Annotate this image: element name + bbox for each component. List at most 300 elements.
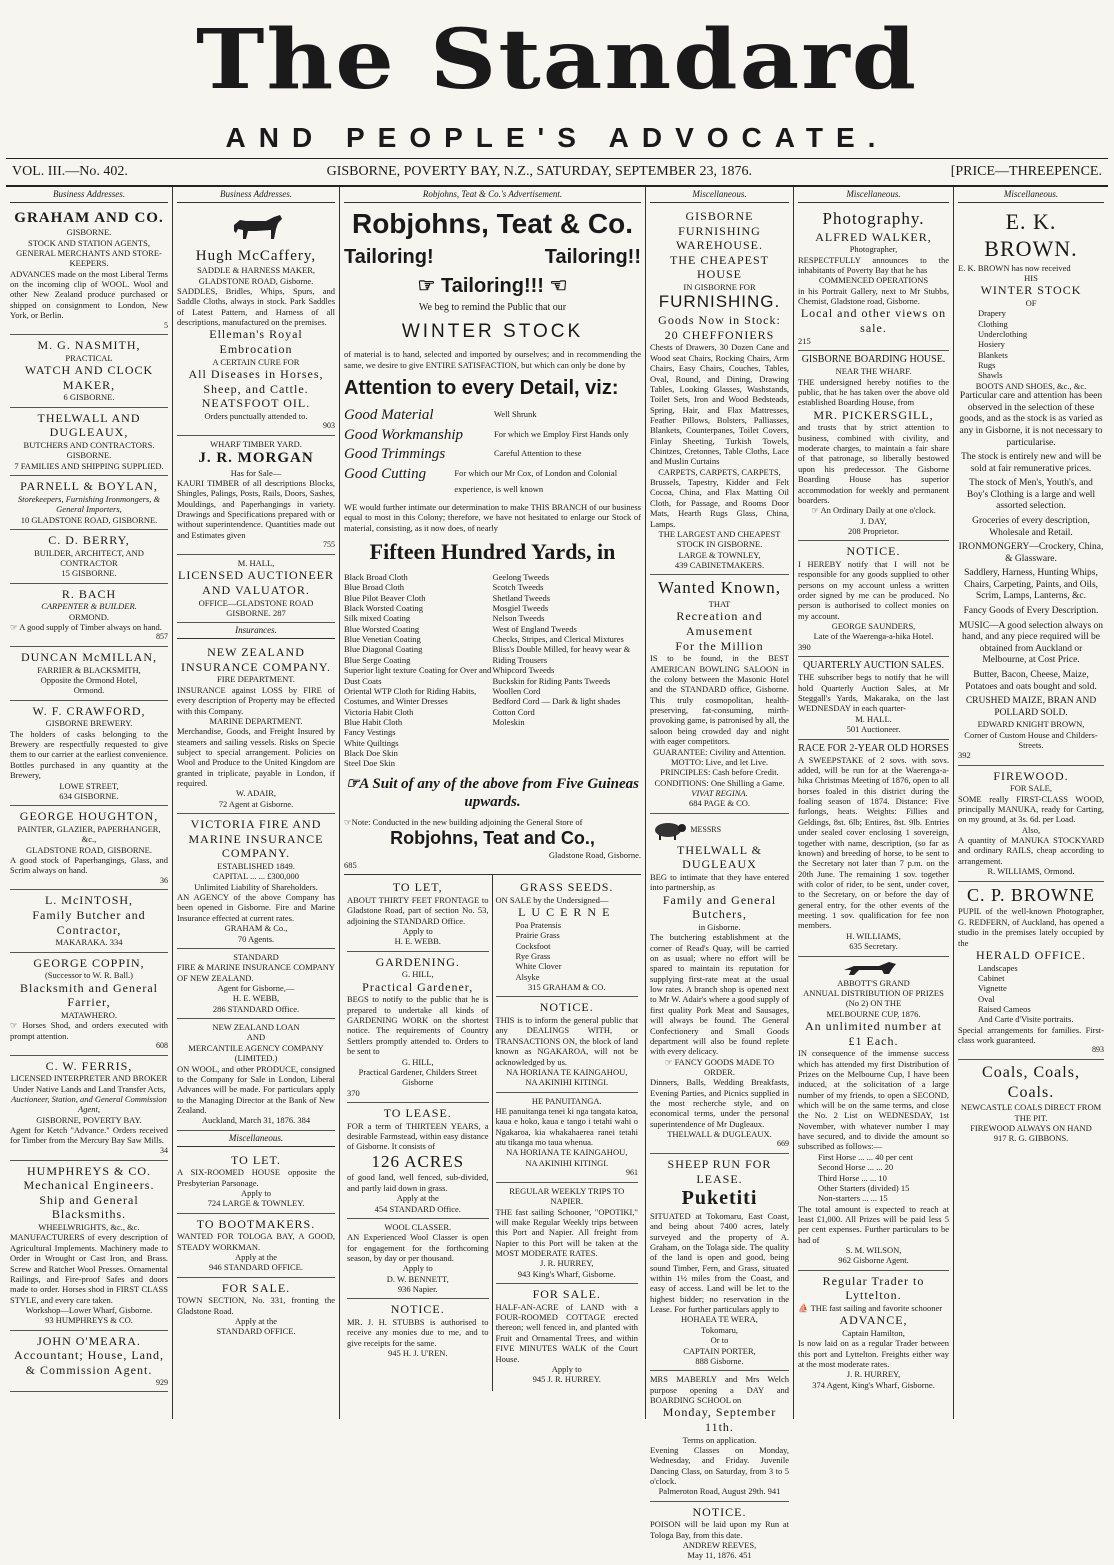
ad-title: GEORGE COPPIN, bbox=[33, 955, 145, 970]
quality-note: Well Shrunk bbox=[494, 409, 537, 420]
ad-number: 943 bbox=[517, 1268, 531, 1279]
ad-signature: Practical Gardener, Childers Street Gisborne bbox=[358, 1066, 477, 1088]
ad-graham bbox=[10, 206, 168, 335]
ad-number: 724 bbox=[207, 1198, 221, 1209]
ad-title: ABBOTT'S GRAND bbox=[837, 977, 910, 988]
ad-line: BUILDER, ARCHITECT, AND CONTRACTOR bbox=[34, 547, 144, 568]
winter-stock-heading: WINTER STOCK bbox=[401, 321, 584, 343]
prize-item: Other Starters (divided) 15 bbox=[818, 1182, 910, 1193]
ad-morgan bbox=[177, 436, 335, 555]
ad-melbourne-cup bbox=[798, 957, 949, 1271]
ad-line: May 11, 1876. bbox=[687, 1550, 737, 1561]
ad-title: TO LEASE. bbox=[383, 1105, 452, 1120]
ad-body: NEWCASTLE COALS DIRECT FROM THE PIT. bbox=[960, 1102, 1102, 1123]
ad-body: The stock is entirely new and will be sold at fair remunerative prices. bbox=[960, 452, 1102, 474]
ad-body: HALF-AN-ACRE of LAND with a FOUR-ROOMED COTTAGE erected thereon; well fenced in, and planted with Fruit and Ornamental Trees, and within FIVE MINUTES WALK of the Court House. bbox=[495, 1301, 638, 1364]
ad-signature: CABINETMAKERS. bbox=[689, 559, 765, 570]
ad-line: Ship and General Blacksmiths. bbox=[39, 1192, 139, 1222]
ad-title: E. K. BROWN. bbox=[984, 208, 1078, 261]
ad-body: POISON will be laid upon my Run at Tologa Bay, from this date. bbox=[650, 1519, 789, 1540]
ad-standard-insurance bbox=[177, 949, 335, 1019]
stock-item: Hosiery bbox=[978, 339, 1005, 350]
ad-line: GUARANTEE: Civility and Attention. bbox=[653, 746, 786, 757]
stock-item: Blankets bbox=[978, 349, 1008, 360]
ad-signature: STANDARD OFFICE. bbox=[216, 1326, 296, 1337]
robjohns-title: Robjohns, Teat & Co. bbox=[351, 207, 634, 239]
ad-body: Particular care and attention has been observed in the selection of these goods, and as the stock is as varied as any in Gisborne, it is not necessary to particularise. bbox=[959, 391, 1103, 448]
ad-line: ALFRED WALKER, bbox=[815, 229, 932, 244]
ad-nz-insurance bbox=[177, 642, 335, 814]
ad-number: 286 bbox=[212, 1003, 226, 1014]
ad-body: MANUFACTURERS of every description of Agricultural Implements. Machinery made to Order in Wrought or Cast Iron, and Brass. Screw and Ratchet Wool Presses. Ornamental Railings, and Fire-proof Safes and doors made to order. Horses shod in FIRST CLASS STYLE, and every care taken. bbox=[10, 1232, 168, 1305]
ad-line: LICENSED INTERPRETER AND BROKER bbox=[10, 1073, 168, 1084]
quality-label: Good Material bbox=[344, 407, 434, 424]
cloth-item: Black Worsted Coating bbox=[344, 602, 423, 613]
ad-body: SADDLES, Bridles, Whips, Spurs, and Saddle Cloths, always in stock. Park Saddles of Latest Pattern, and Harness of all descriptions, manufactured on the premises. bbox=[177, 285, 335, 328]
quality-label: Good Trimmings bbox=[344, 446, 446, 463]
ad-title: C. W. FERRIS, bbox=[45, 1058, 133, 1073]
horse-icon bbox=[226, 211, 286, 245]
grass-item: Poa Pratensis bbox=[515, 919, 562, 930]
ad-number: 36 bbox=[160, 875, 168, 885]
ad-title: REGULAR WEEKLY TRIPS TO NAPIER. bbox=[509, 1185, 625, 1207]
tailoring-line-2 bbox=[344, 274, 641, 298]
ad-line: Captain Hamilton, bbox=[842, 1327, 905, 1338]
ad-body: E. K. BROWN has now received bbox=[958, 262, 1071, 273]
ad-number: 941 bbox=[767, 1486, 781, 1497]
ad-humphreys bbox=[10, 1161, 168, 1331]
ad-body: Horses Shod, and orders executed with prompt attention. bbox=[10, 1020, 169, 1041]
ad-body: The stock of Men's, Youth's, and Boy's Clothing is a large and well assorted selection. bbox=[966, 478, 1096, 512]
ad-body: THIS is to inform the general public that any DEALINGS WITH, or TRANSACTIONS ON, the block of land known as NGAKAROA, will not be acknowledged by us. bbox=[495, 1015, 638, 1067]
ad-line: Mechanical Engineers. bbox=[23, 1178, 155, 1193]
quality-note: For which our Mr Cox, of London and Colonial experience, is well known bbox=[454, 467, 618, 495]
ad-line: GLADSTONE ROAD, Gisborne. bbox=[198, 275, 314, 286]
ad-body: Saddlery, Harness, Hunting Whips, Chairs, Carpeting, Paints, and Oils, Scrim, Lamps, Lanterns, &c. bbox=[963, 568, 1099, 602]
column-4 bbox=[646, 187, 794, 1561]
ad-line: MARINE DEPARTMENT. bbox=[209, 715, 303, 726]
ad-body: of good land, well fenced, sub-divided, and partly laid down in grass. bbox=[347, 1172, 489, 1193]
ad-title: WOOL CLASSER. bbox=[384, 1221, 452, 1232]
photo-item: And Carte d'Visite portraits. bbox=[978, 1014, 1074, 1025]
ad-signature: Late of the Waerenga-a-hika Hotel. bbox=[813, 631, 934, 642]
grass-item: Cocksfoot bbox=[515, 940, 551, 951]
ship-icon: ⛵ bbox=[798, 1303, 809, 1313]
ad-line: GISBORNE. bbox=[66, 227, 112, 238]
ad-body: THE fast sailing and favorite schooner bbox=[810, 1303, 943, 1313]
ad-line: Apply to bbox=[241, 1187, 271, 1198]
ad-body: Agent for Ketch "Advance." Orders received for Timber from the Mercury Bay Saw Mills. bbox=[10, 1125, 168, 1146]
grass-item: White Clover bbox=[515, 961, 562, 972]
suit-price-line bbox=[344, 775, 641, 812]
ad-number: 451 bbox=[738, 1550, 752, 1561]
quality-row bbox=[344, 426, 641, 446]
ad-hall bbox=[177, 555, 335, 623]
cloth-item: Checks, Stripes, and Clerical Mixtures bbox=[492, 634, 624, 645]
ad-body: HE panuitanga tenei ki nga tangata katoa, kaua e hoko, kaua e tango i tetahi wahi o Ngakaroa, kia whakahaerea ranei tetahi atu tikanga mo taua whenua. bbox=[495, 1105, 638, 1148]
ad-line: STOCK AND STATION AGENTS, bbox=[28, 237, 150, 248]
ad-body: IRONMONGERY—Crockery, China, & Glassware. bbox=[958, 542, 1104, 564]
ad-signature: W. ADAIR, bbox=[235, 788, 277, 799]
stock-item: Rugs bbox=[978, 360, 996, 371]
ad-signature: PAGE & CO. bbox=[703, 798, 751, 809]
stock-item: Shawls bbox=[978, 370, 1003, 381]
ad-signature: Secretary. bbox=[864, 941, 898, 952]
ad-line: Also, bbox=[1021, 824, 1041, 835]
ad-number: 10 bbox=[20, 514, 30, 525]
cloth-item: Scotch Tweeds bbox=[492, 582, 544, 593]
ad-line: A CERTAIN CURE FOR bbox=[212, 356, 300, 367]
note-text: Note: Conducted in the new building adjoining the General Store of bbox=[351, 817, 583, 828]
masthead-title: The Standard bbox=[195, 10, 919, 108]
ad-body: of material is to hand, selected and imported by ourselves; and in recommending the same, we desire to give ENTIRE SATISFACTION, but which can only be done by bbox=[344, 349, 641, 370]
cloth-item: Oriental WTP Cloth for Riding Habits, Costumes, and Winter Dresses bbox=[344, 685, 477, 707]
quality-row bbox=[344, 465, 641, 498]
cloth-item: Blue Pilot Beaver Cloth bbox=[344, 592, 426, 603]
ad-line: GISBORNE. bbox=[66, 450, 112, 461]
ad-race bbox=[798, 740, 949, 957]
ad-body: MR. J. H. STUBBS is authorised to receive any monies due to me, and to give receipts for the same. bbox=[347, 1317, 489, 1348]
ad-title: Wanted Known, bbox=[657, 578, 782, 598]
ad-body: THE fast sailing Schooner, "OPOTIKI," will make Regular Weekly trips between this Port and Napier. All freight from Napier to this Port will be taken at the MOST MODERATE RATES. bbox=[495, 1206, 638, 1259]
cloth-item: Blue Diagonal Coating bbox=[344, 644, 423, 655]
ad-number: 215 bbox=[798, 335, 811, 346]
ad-line: Auctioneer, Station, and General Commission Agent, bbox=[11, 1094, 167, 1115]
ad-title: NOTICE. bbox=[390, 1302, 445, 1317]
ad-line: Terms on application. bbox=[682, 1434, 757, 1445]
ad-title: FOR SALE. bbox=[221, 1280, 291, 1295]
ad-signature: J. R. HURREY, bbox=[846, 1369, 901, 1380]
ad-signature: GRAHAM & Co., bbox=[224, 923, 288, 934]
quality-row bbox=[344, 445, 641, 465]
quality-label: Good Workmanship bbox=[344, 426, 464, 443]
publication-place-date: GISBORNE, POVERTY BAY, N.Z., SATURDAY, SEPTEMBER 23, 1876. bbox=[326, 164, 752, 179]
ad-body: Fancy Goods of Every Description. bbox=[963, 606, 1099, 617]
ad-number: 72 bbox=[218, 798, 228, 809]
ad-line: CARPENTER & BUILDER. bbox=[41, 601, 137, 612]
ad-line: MR. PICKERSGILL, bbox=[813, 407, 934, 422]
ad-signature: STANDARD Office. bbox=[227, 1003, 300, 1014]
ad-line: IN GISBORNE FOR bbox=[683, 282, 756, 293]
ad-number: 390 bbox=[798, 641, 811, 652]
masthead bbox=[6, 0, 1108, 118]
ad-line: WHARF TIMBER YARD. bbox=[210, 439, 302, 450]
ad-wool-classer bbox=[347, 1219, 489, 1300]
ad-body: MUSIC—A good selection always on hand, and any piece required will be obtained from Auckland or Melbourne, at Cost Price. bbox=[958, 620, 1104, 666]
ad-title: M. G. NASMITH, bbox=[37, 338, 141, 353]
quality-label: Good Cutting bbox=[344, 465, 427, 482]
ad-line: PRACTICAL bbox=[65, 352, 113, 363]
ad-line: Palmeroton Road, August 29th. bbox=[658, 1486, 766, 1497]
ad-title: JOHN O'MEARA. bbox=[37, 1333, 141, 1348]
pointing-hand-icon: ☞ bbox=[10, 1020, 18, 1031]
ad-body: THE subscriber begs to notify that he will hold Quarterly Auction Sales, at Mr Steggall's Yards, Makaraka, on the last WEDNESDAY in each quarter- bbox=[798, 672, 949, 714]
ad-body: FOR a term of THIRTEEN YEARS, a desirable Farmstead, within easy distance of Gisborne. It consists of bbox=[347, 1120, 489, 1152]
ad-line: FURNISHING. bbox=[658, 292, 781, 312]
ad-for-sale bbox=[177, 1278, 335, 1341]
ad-signature: Agent, King's Wharf, Gisborne. bbox=[826, 1379, 935, 1390]
column-3 bbox=[340, 187, 646, 1419]
ad-sheep-run bbox=[650, 1154, 789, 1371]
quality-note: For which we Employ First Hands only bbox=[494, 428, 629, 439]
ad-title: Regular Trader to Lyttelton. bbox=[822, 1273, 925, 1303]
ad-body: Special arrangements for families. First-class work guaranteed. bbox=[958, 1024, 1104, 1046]
stock-list bbox=[958, 308, 1104, 381]
ad-signature: NA HORIANA TE KAINGAHOU, bbox=[506, 1066, 628, 1077]
cloth-item: Nelson Tweeds bbox=[492, 613, 545, 624]
ad-body: Brussels, Tapestry, Kidder and Felt Cocoa, China, and Flax Matting Oil Cloth, for Passage, and Rooms Door Mats, Hearth Rugs Glass, China, Lamps. bbox=[650, 477, 789, 529]
ad-line: ON SALE by the Undersigned— bbox=[495, 894, 609, 905]
ad-signature: J. R. HURREY, bbox=[540, 1258, 594, 1269]
ad-number: 962 bbox=[838, 1255, 851, 1266]
col3-subcolumns bbox=[344, 874, 641, 1390]
ad-title: W. F. CRAWFORD, bbox=[32, 703, 146, 718]
ad-number: 929 bbox=[156, 1377, 168, 1387]
ad-title: TO LET, bbox=[392, 880, 443, 895]
stock-item: Underclothing bbox=[978, 329, 1028, 340]
attention-heading: Attention to every Detail, viz: bbox=[344, 376, 619, 399]
tailoring-2: Tailoring!! bbox=[544, 246, 641, 269]
column-header: Business Addresses. bbox=[177, 187, 335, 203]
ad-line: LOWE STREET, bbox=[59, 780, 119, 791]
ad-lyttelton-trader bbox=[798, 1271, 949, 1394]
ad-line: COMMENCED OPERATIONS bbox=[818, 275, 929, 286]
ad-body: A SWEEPSTAKE of 2 sovs. with sovs. added, will be run for at the Waerenga-a-hika Christmas Meeting of 1876, open to all horses foaled in this district during the foaling season of 1874. Distance: Five furlongs, heats. Weights: Fillies and Geldings, 8st. 6lb; Entires, 8st. 9lb. Entries under sealed cover enclosing 1 sovereign, together with name, description, (so far as known) and breeding of horse, to be sent to the Secretary not later than 7 p.m. on the 20th June. The remaining 1 sov. together with color of rider, to be sent, under cover, to the Secretary, on or before the day of general entry, for the other events of the meeting. 1 sov. qualification for fee non members. bbox=[798, 754, 949, 931]
ad-line: LICENSED AUCTIONEER AND VALUATOR. bbox=[178, 568, 334, 597]
ad-line: An unlimited number at £1 Each. bbox=[805, 1018, 942, 1048]
volume-number: VOL. III.—No. 402. bbox=[12, 164, 128, 179]
ad-title: C. P. BROWNE bbox=[966, 884, 1095, 905]
ad-houghton bbox=[10, 806, 168, 890]
ad-number: 315 bbox=[528, 982, 541, 993]
ad-title: FOR SALE. bbox=[532, 1287, 601, 1302]
ad-title: NOTICE. bbox=[692, 1504, 747, 1519]
cloth-item: Blue Broad Cloth bbox=[344, 582, 404, 593]
ad-signature: LARGE & TOWNLEY. bbox=[222, 1198, 305, 1209]
cloth-list-left bbox=[344, 572, 493, 769]
ad-line: WINTER STOCK bbox=[980, 283, 1082, 298]
ad-body: KAURI TIMBER of all descriptions Blocks, Shingles, Palings, Posts, Rails, Doors, Sashes, Mouldings, and Paperhangings in variety. Drawings and Specifications prepared with or without superintendence. Quantities made out and Estimates given bbox=[177, 478, 335, 540]
ad-title: NOTICE. bbox=[539, 1000, 594, 1015]
ad-line: Local and other views on sale. bbox=[800, 306, 947, 336]
ad-title: QUARTERLY AUCTION SALES. bbox=[802, 660, 945, 672]
column-header: Miscellaneous. bbox=[177, 1131, 335, 1147]
ad-line: Monday, September 11th. bbox=[662, 1405, 777, 1434]
photo-item: Oval bbox=[978, 993, 995, 1004]
prize-item: First Horse ... ... 40 per cent bbox=[818, 1151, 913, 1162]
ad-title: L. McINTOSH, bbox=[44, 893, 134, 908]
ad-parnell bbox=[10, 476, 168, 530]
quality-row bbox=[344, 406, 641, 426]
ad-line: THAT bbox=[708, 599, 731, 610]
cloth-item: Whipcord Tweeds bbox=[492, 665, 555, 676]
ad-to-let bbox=[177, 1150, 335, 1214]
ad-school bbox=[650, 1371, 789, 1501]
photo-item: Vignette bbox=[978, 983, 1007, 994]
tailoring-3: Tailoring!!! bbox=[441, 274, 544, 297]
ad-number: 370 bbox=[347, 1087, 360, 1098]
ad-line: BUTCHERS AND CONTRACTORS. bbox=[23, 440, 155, 451]
cloth-item: Bliss's Double Milled, for heavy wear & Riding Trousers bbox=[492, 644, 631, 665]
ad-butchers bbox=[650, 814, 789, 1155]
ad-bach bbox=[10, 584, 168, 647]
cloth-item: Blue Habit Cloth bbox=[344, 716, 403, 727]
ad-line: G. HILL, bbox=[401, 969, 434, 980]
ad-line: Agent for Gisborne,— bbox=[217, 982, 295, 993]
ad-body: WE would further intimate our determination to make THIS BRANCH of our business equal to most in this Colony; therefore, we have not hesitated to enlarge our Stock of material, consisting, as it now does, of nearly bbox=[344, 502, 641, 533]
col3-left bbox=[344, 875, 493, 1390]
racehorse-icon bbox=[824, 960, 924, 978]
pointing-hand-icon: ☞ bbox=[664, 1056, 673, 1067]
ad-signature: GEORGE SAUNDERS, bbox=[831, 621, 916, 632]
ad-line: FIREWOOD ALWAYS ON HAND bbox=[970, 1122, 1092, 1133]
ad-title: J. R. MORGAN bbox=[198, 450, 314, 467]
ad-signature: R. G. GIBBONS. bbox=[1008, 1133, 1069, 1144]
dateline bbox=[6, 158, 1108, 187]
ad-line: MAKARAKA. bbox=[55, 937, 108, 948]
column-header: Miscellaneous. bbox=[650, 187, 789, 203]
ad-number: 945 bbox=[532, 1374, 546, 1385]
prize-list bbox=[798, 1152, 949, 1204]
ad-body: PUPIL of the well-known Photographer, G. REDFERN, of Auckland, has opened a studio in the premises lately occupied by the bbox=[958, 906, 1104, 948]
column-header: Miscellaneous. bbox=[958, 187, 1104, 203]
cloth-item: Fancy Vestings bbox=[344, 727, 396, 738]
ad-body: and trusts that by strict attention to business, combined with civility, and moderate charges, to maintain a fair share of that patronage, so liberally bestowed upon his predecessor. The Gisborne Boarding House has superior accommodation for weekly and permanent boarders. bbox=[798, 422, 949, 505]
ad-nz-loan bbox=[177, 1019, 335, 1131]
ad-signature: H. E. WEBB, bbox=[232, 993, 280, 1004]
cloth-item: Victoria Habit Cloth bbox=[344, 706, 414, 717]
ad-title: C. D. BERRY, bbox=[48, 532, 130, 547]
ad-title: GARDENING. bbox=[375, 954, 460, 969]
ad-line: AND bbox=[246, 1032, 266, 1043]
ad-line: Has for Sale— bbox=[230, 467, 282, 478]
ad-mcintosh bbox=[10, 890, 168, 952]
ad-number: 5 bbox=[164, 320, 168, 330]
ad-line: CONDITIONS: One Shilling a Game. bbox=[654, 777, 785, 788]
ad-body: Is now laid on as a regular Trader between this port and Lyttelton. Freights either way at the most moderate rates. bbox=[798, 1338, 949, 1370]
ad-signature: Gisborne. bbox=[710, 1355, 744, 1366]
ad-title: TO LET. bbox=[231, 1152, 281, 1167]
masthead-subtitle: AND PEOPLE'S ADVOCATE. bbox=[225, 122, 889, 153]
ad-line: GLADSTONE ROAD, GISBORNE. bbox=[26, 844, 152, 855]
ad-furnishing bbox=[650, 206, 789, 575]
ad-line: Under Native Lands and Land Transfer Acts, bbox=[12, 1083, 166, 1094]
ad-line: CAPITAL ... ... £300,000 bbox=[213, 871, 299, 882]
ad-body: A good stock of Paperhangings, Glass, and Scrim always on hand. bbox=[10, 854, 168, 876]
ad-signature: Gisborne Agent. bbox=[853, 1255, 909, 1266]
ad-signature: Tokomaru, bbox=[701, 1324, 738, 1335]
ad-body: ON WOOL, and other PRODUCE, consigned to the Company for Sale in London, Liberal Advances will be made. For particulars apply to the Managing Director at the Bank of New Zealand. bbox=[177, 1063, 335, 1115]
cloth-list bbox=[344, 572, 641, 769]
ad-signature: J. R. HURREY. bbox=[547, 1374, 601, 1385]
ad-panuitanga bbox=[496, 1093, 639, 1183]
ad-line: Apply to bbox=[551, 1363, 582, 1374]
cloth-list-right bbox=[493, 572, 642, 769]
ad-line: (No 2) ON THE bbox=[845, 998, 902, 1009]
ad-line: Family Butcher and Contractor, bbox=[32, 908, 146, 937]
ad-line: SADDLE & HARNESS MAKER, bbox=[196, 265, 316, 276]
ad-line: PRINCIPLES: Cash before Credit. bbox=[660, 767, 779, 778]
tailoring-1: Tailoring! bbox=[344, 246, 434, 269]
ad-line: Accountant; House, Land, & Commission Agent. bbox=[14, 1348, 164, 1377]
ad-number: 70 bbox=[237, 933, 247, 944]
ad-line: MATAWHERO. bbox=[60, 1009, 117, 1020]
ad-line: ESTABLISHED 1849. bbox=[217, 861, 295, 872]
ad-body: Groceries of every description, Wholesale and Retail. bbox=[972, 515, 1090, 538]
stock-item: Clothing bbox=[978, 318, 1008, 329]
ad-ek-brown bbox=[958, 206, 1104, 766]
ad-signature: H. E. WEBB. bbox=[394, 936, 441, 947]
tailoring-line bbox=[344, 245, 641, 269]
ad-number: 946 bbox=[208, 1262, 222, 1273]
ad-line: GISBORNE. bbox=[71, 568, 117, 579]
ad-line: FOR SALE, bbox=[1009, 783, 1053, 794]
pointing-hand-icon: ☞ bbox=[345, 775, 360, 792]
ad-line: Ormond. bbox=[73, 685, 105, 696]
ad-to-lease bbox=[347, 1103, 489, 1219]
ad-title: PARNELL & BOYLAN, bbox=[20, 479, 158, 494]
price: [PRICE—THREEPENCE. bbox=[950, 164, 1102, 179]
cloth-item: Blue Venetian Coating bbox=[344, 634, 421, 645]
ad-line: Workshop—Lower Wharf, Gisborne. bbox=[25, 1304, 153, 1315]
ad-bootmakers bbox=[177, 1214, 335, 1278]
column-header: Insurances. bbox=[177, 623, 335, 639]
ad-body: Butter, Bacon, Cheese, Maize, Potatoes and oats bought and sold. bbox=[965, 669, 1097, 692]
ad-notice-stubbs bbox=[347, 1299, 489, 1362]
ad-signature: Napier. bbox=[412, 1284, 438, 1295]
ad-line: ORMOND. bbox=[69, 611, 109, 622]
ad-title: GRAHAM AND CO. bbox=[14, 209, 164, 226]
photo-item: Landscapes bbox=[978, 962, 1018, 973]
ad-to-let-frontage bbox=[347, 877, 489, 951]
pointing-hand-icon: ☞ bbox=[344, 817, 352, 828]
ad-line: Auckland, March 31, 1876. bbox=[201, 1115, 296, 1126]
ad-body: RESPECTFULLY announces to the inhabitants of Poverty Bay that he has bbox=[798, 254, 949, 276]
photo-list bbox=[958, 963, 1104, 1025]
ad-signature: EDWARD KNIGHT BROWN, bbox=[977, 719, 1085, 730]
ad-number: 384 bbox=[297, 1115, 311, 1126]
ad-body: Evening Classes on Monday, Wednesday, and Friday. Juvenile Dancing Class, on Saturday, from 3 to 5 o'clock. bbox=[650, 1444, 789, 1487]
ad-line: ADVANCE, bbox=[839, 1313, 908, 1328]
ad-title: GISBORNE FURNISHING WAREHOUSE. bbox=[676, 208, 763, 253]
ad-signature: Proprietor. bbox=[862, 525, 899, 536]
ad-line: For the Million bbox=[675, 638, 764, 653]
ad-line: PAINTER, GLAZIER, PAPERHANGER, &c., bbox=[17, 823, 161, 845]
ad-body: A quantity of MANUKA STOCKYARD and ordinary RAILS, cheap according to arrangement. bbox=[958, 835, 1104, 866]
suit-text: A Suit of any of the above from Five Guineas upwards. bbox=[359, 775, 640, 811]
col3-right bbox=[493, 875, 642, 1390]
cloth-item: Blue Serge Coating bbox=[344, 654, 411, 665]
column-header: Business Addresses. bbox=[10, 187, 168, 203]
ad-line: WHEELWRIGHTS, &c., &c. bbox=[38, 1222, 140, 1233]
column-header: Miscellaneous. bbox=[798, 187, 949, 203]
ad-grass-seeds bbox=[496, 877, 639, 997]
ad-number: 6 bbox=[63, 392, 68, 403]
ad-signature: LARGE & TOWNLEY, bbox=[678, 549, 761, 560]
fifteen-hundred-heading: Fifteen Hundred Yards, in bbox=[369, 539, 616, 565]
ad-body: BEG to intimate that they have entered into partnership, as bbox=[650, 871, 789, 893]
ad-line: GLADSTONE ROAD, GISBORNE. bbox=[31, 514, 158, 525]
cloth-item: Woollen Cord bbox=[492, 685, 541, 696]
ad-line: (LIMITED.) bbox=[234, 1053, 278, 1064]
ad-line: Goods Now in Stock: bbox=[658, 313, 781, 328]
ad-title: GISBORNE BOARDING HOUSE. bbox=[801, 354, 946, 366]
ad-body: Merchandise, Goods, and Freight Insured by steamers and sailing vessels. Risks on Specie subject to special arrangement. Policies on Wool and Produce to the United Kingdom are granted in triplicate, payable in London, if required. bbox=[177, 726, 335, 789]
grass-list bbox=[496, 920, 639, 982]
ad-body: FIRE & MARINE INSURANCE COMPANY OF NEW ZEALAND. bbox=[177, 962, 335, 983]
ad-line: Blacksmith and General Farrier, bbox=[20, 980, 158, 1010]
ad-photography bbox=[798, 206, 949, 351]
